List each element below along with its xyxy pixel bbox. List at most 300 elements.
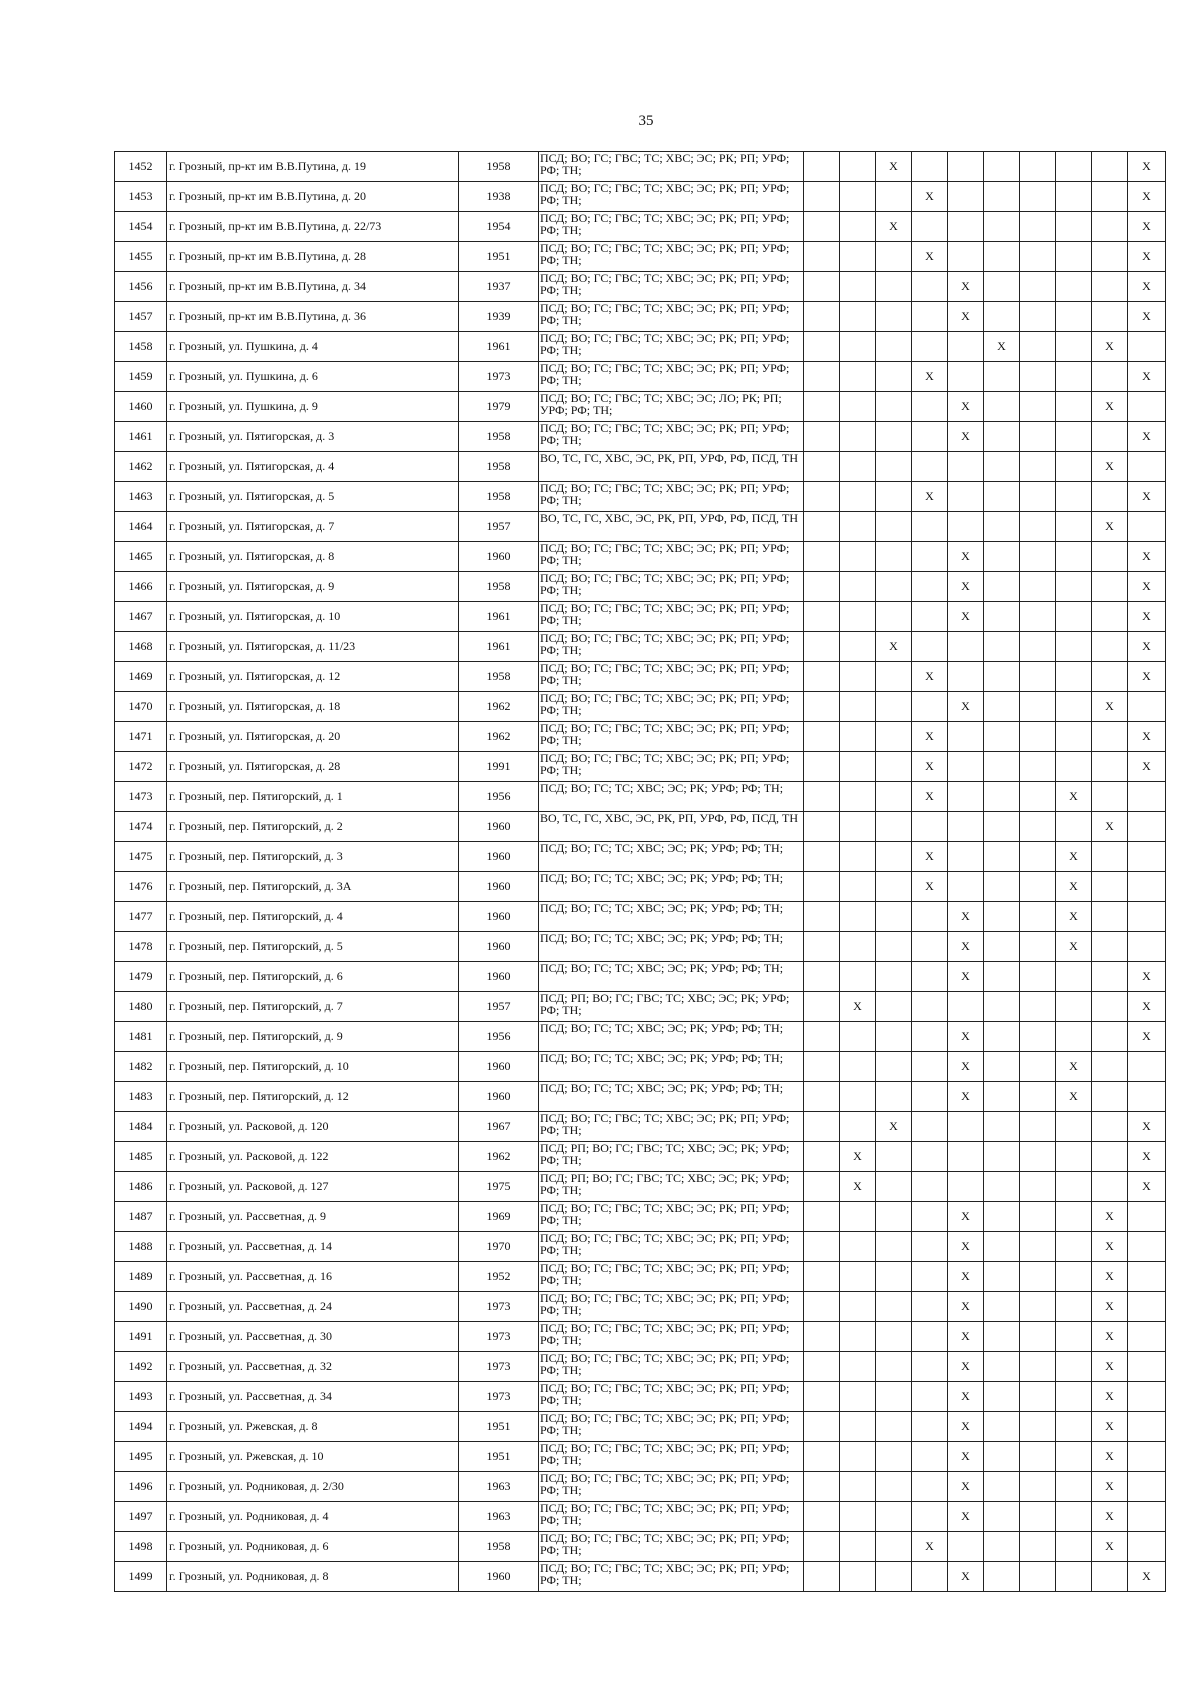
- work-type-cell-6: [984, 962, 1020, 992]
- services-cell: ПСД; ВО; ГС; ГВС; ТС; ХВС; ЭС; РК; РП; УРФ; РФ; ТН;: [539, 692, 804, 722]
- mark-x: Х: [1142, 249, 1151, 263]
- work-type-cell-7: [1020, 332, 1056, 362]
- mark-x: Х: [961, 1569, 970, 1583]
- work-type-cell-3: [876, 422, 912, 452]
- work-type-cell-3: [876, 512, 912, 542]
- work-type-cell-9: [1092, 152, 1128, 182]
- table-row: [115, 1082, 1166, 1112]
- row-number: 1470: [115, 692, 167, 722]
- services-cell: ПСД; ВО; ГС; ТС; ХВС; ЭС; РК; УРФ; РФ; ТН;: [539, 1082, 804, 1112]
- work-type-cell-2: [840, 1382, 876, 1412]
- row-number: 1481: [115, 1022, 167, 1052]
- table-row: [115, 1352, 1166, 1382]
- work-type-cell-6: [984, 1022, 1020, 1052]
- work-type-cell-5: [948, 452, 984, 482]
- work-type-cell-5: [948, 1352, 984, 1382]
- work-type-cell-5: [948, 1142, 984, 1172]
- work-type-cell-9: [1092, 602, 1128, 632]
- row-number: 1455: [115, 242, 167, 272]
- work-type-cell-6: [984, 1322, 1020, 1352]
- work-type-cell-8: [1056, 782, 1092, 812]
- services-cell: ПСД; РП; ВО; ГС; ГВС; ТС; ХВС; ЭС; РК; УРФ; РФ; ТН;: [539, 1142, 804, 1172]
- mark-x: Х: [925, 759, 934, 773]
- work-type-cell-6: [984, 212, 1020, 242]
- work-type-cell-6: [984, 1202, 1020, 1232]
- work-type-cell-1: [804, 602, 840, 632]
- work-type-cell-1: [804, 212, 840, 242]
- year-cell: 1973: [459, 1322, 539, 1352]
- work-type-cell-1: [804, 1352, 840, 1382]
- work-type-cell-5: [948, 572, 984, 602]
- work-type-cell-5: [948, 632, 984, 662]
- work-type-cell-10: [1128, 242, 1166, 272]
- row-number: 1485: [115, 1142, 167, 1172]
- work-type-cell-3: [876, 932, 912, 962]
- services-cell: ПСД; ВО; ГС; ГВС; ТС; ХВС; ЭС; РК; РП; УРФ; РФ; ТН;: [539, 1322, 804, 1352]
- work-type-cell-1: [804, 152, 840, 182]
- table-row: [115, 302, 1166, 332]
- services-cell: ПСД; ВО; ГС; ТС; ХВС; ЭС; РК; УРФ; РФ; ТН;: [539, 782, 804, 812]
- work-type-cell-8: [1056, 1382, 1092, 1412]
- address-cell: г. Грозный, ул. Пятигорская, д. 10: [167, 602, 459, 632]
- work-type-cell-7: [1020, 182, 1056, 212]
- work-type-cell-8: [1056, 1142, 1092, 1172]
- mark-x: Х: [925, 669, 934, 683]
- row-number: 1468: [115, 632, 167, 662]
- work-type-cell-6: [984, 152, 1020, 182]
- work-type-cell-3: [876, 242, 912, 272]
- mark-x: Х: [961, 429, 970, 443]
- row-number: 1454: [115, 212, 167, 242]
- work-type-cell-10: [1128, 902, 1166, 932]
- work-type-cell-8: [1056, 842, 1092, 872]
- table-row: [115, 452, 1166, 482]
- work-type-cell-1: [804, 1442, 840, 1472]
- work-type-cell-5: [948, 1172, 984, 1202]
- work-type-cell-1: [804, 812, 840, 842]
- work-type-cell-8: [1056, 1082, 1092, 1112]
- work-type-cell-9: [1092, 422, 1128, 452]
- work-type-cell-7: [1020, 572, 1056, 602]
- work-type-cell-5: [948, 1382, 984, 1412]
- work-type-cell-4: [912, 1052, 948, 1082]
- year-cell: 1963: [459, 1472, 539, 1502]
- address-cell: г. Грозный, пер. Пятигорский, д. 10: [167, 1052, 459, 1082]
- work-type-cell-1: [804, 542, 840, 572]
- address-cell: г. Грозный, ул. Рассветная, д. 14: [167, 1232, 459, 1262]
- work-type-cell-8: [1056, 182, 1092, 212]
- mark-x: Х: [1142, 579, 1151, 593]
- table-row: [115, 1022, 1166, 1052]
- work-type-cell-6: [984, 1142, 1020, 1172]
- services-cell: ПСД; ВО; ГС; ГВС; ТС; ХВС; ЭС; РК; РП; УРФ; РФ; ТН;: [539, 152, 804, 182]
- work-type-cell-4: [912, 182, 948, 212]
- work-type-cell-8: [1056, 212, 1092, 242]
- work-type-cell-6: [984, 422, 1020, 452]
- work-type-cell-7: [1020, 1292, 1056, 1322]
- work-type-cell-7: [1020, 872, 1056, 902]
- year-cell: 1962: [459, 1142, 539, 1172]
- row-number: 1474: [115, 812, 167, 842]
- work-type-cell-3: [876, 1322, 912, 1352]
- work-type-cell-3: [876, 1532, 912, 1562]
- work-type-cell-6: [984, 392, 1020, 422]
- table-row: [115, 1292, 1166, 1322]
- table-row: [115, 572, 1166, 602]
- work-type-cell-10: [1128, 752, 1166, 782]
- work-type-cell-8: [1056, 692, 1092, 722]
- mark-x: Х: [1142, 1179, 1151, 1193]
- work-type-cell-7: [1020, 632, 1056, 662]
- mark-x: Х: [1105, 1539, 1114, 1553]
- work-type-cell-10: [1128, 482, 1166, 512]
- address-cell: г. Грозный, пр-кт им В.В.Путина, д. 34: [167, 272, 459, 302]
- work-type-cell-9: [1092, 1112, 1128, 1142]
- mark-x: Х: [961, 1359, 970, 1373]
- work-type-cell-3: [876, 902, 912, 932]
- work-type-cell-1: [804, 572, 840, 602]
- work-type-cell-8: [1056, 602, 1092, 632]
- work-type-cell-5: [948, 962, 984, 992]
- work-type-cell-1: [804, 182, 840, 212]
- work-type-cell-7: [1020, 212, 1056, 242]
- work-type-cell-8: [1056, 362, 1092, 392]
- work-type-cell-9: [1092, 902, 1128, 932]
- work-type-cell-4: [912, 842, 948, 872]
- work-type-cell-4: [912, 872, 948, 902]
- mark-x: Х: [889, 219, 898, 233]
- work-type-cell-9: [1092, 542, 1128, 572]
- work-type-cell-2: [840, 1442, 876, 1472]
- work-type-cell-7: [1020, 392, 1056, 422]
- mark-x: Х: [1069, 789, 1078, 803]
- work-type-cell-3: [876, 782, 912, 812]
- work-type-cell-4: [912, 662, 948, 692]
- address-cell: г. Грозный, ул. Родниковая, д. 4: [167, 1502, 459, 1532]
- address-cell: г. Грозный, ул. Пятигорская, д. 3: [167, 422, 459, 452]
- work-type-cell-10: [1128, 1292, 1166, 1322]
- work-type-cell-1: [804, 632, 840, 662]
- work-type-cell-3: [876, 1262, 912, 1292]
- services-cell: ПСД; ВО; ГС; ТС; ХВС; ЭС; РК; УРФ; РФ; ТН;: [539, 842, 804, 872]
- work-type-cell-3: [876, 1292, 912, 1322]
- year-cell: 1960: [459, 842, 539, 872]
- row-number: 1491: [115, 1322, 167, 1352]
- work-type-cell-2: [840, 632, 876, 662]
- work-type-cell-2: [840, 362, 876, 392]
- work-type-cell-2: [840, 932, 876, 962]
- mark-x: Х: [925, 879, 934, 893]
- services-cell: ПСД; ВО; ГС; ГВС; ТС; ХВС; ЭС; РК; РП; УРФ; РФ; ТН;: [539, 272, 804, 302]
- work-type-cell-3: [876, 482, 912, 512]
- table-row: [115, 1562, 1166, 1592]
- work-type-cell-7: [1020, 1232, 1056, 1262]
- work-type-cell-4: [912, 1202, 948, 1232]
- services-cell: ВО, ТС, ГС, ХВС, ЭС, РК, РП, УРФ, РФ, ПСД, ТН: [539, 452, 804, 482]
- mark-x: Х: [1142, 219, 1151, 233]
- year-cell: 1960: [459, 542, 539, 572]
- address-cell: г. Грозный, пр-кт им В.В.Путина, д. 19: [167, 152, 459, 182]
- work-type-cell-6: [984, 1472, 1020, 1502]
- work-type-cell-4: [912, 722, 948, 752]
- work-type-cell-10: [1128, 1532, 1166, 1562]
- year-cell: 1960: [459, 962, 539, 992]
- work-type-cell-1: [804, 392, 840, 422]
- work-type-cell-1: [804, 722, 840, 752]
- work-type-cell-6: [984, 632, 1020, 662]
- work-type-cell-10: [1128, 1262, 1166, 1292]
- work-type-cell-5: [948, 392, 984, 422]
- table-row: [115, 1412, 1166, 1442]
- work-type-cell-2: [840, 1172, 876, 1202]
- work-type-cell-3: [876, 872, 912, 902]
- work-type-cell-4: [912, 482, 948, 512]
- work-type-cell-6: [984, 272, 1020, 302]
- address-cell: г. Грозный, ул. Родниковая, д. 2/30: [167, 1472, 459, 1502]
- services-cell: ПСД; ВО; ГС; ГВС; ТС; ХВС; ЭС; РК; РП; УРФ; РФ; ТН;: [539, 1442, 804, 1472]
- work-type-cell-6: [984, 812, 1020, 842]
- mark-x: Х: [1142, 1029, 1151, 1043]
- services-cell: ВО, ТС, ГС, ХВС, ЭС, РК, РП, УРФ, РФ, ПСД, ТН: [539, 812, 804, 842]
- work-type-cell-8: [1056, 1172, 1092, 1202]
- work-type-cell-6: [984, 1382, 1020, 1412]
- work-type-cell-2: [840, 182, 876, 212]
- work-type-cell-3: [876, 182, 912, 212]
- address-cell: г. Грозный, пр-кт им В.В.Путина, д. 36: [167, 302, 459, 332]
- table-row: [115, 1202, 1166, 1232]
- work-type-cell-6: [984, 1562, 1020, 1592]
- mark-x: Х: [1142, 1149, 1151, 1163]
- services-cell: ПСД; ВО; ГС; ГВС; ТС; ХВС; ЭС; РК; РП; УРФ; РФ; ТН;: [539, 632, 804, 662]
- work-type-cell-9: [1092, 1292, 1128, 1322]
- address-cell: г. Грозный, ул. Родниковая, д. 8: [167, 1562, 459, 1592]
- work-type-cell-9: [1092, 392, 1128, 422]
- work-type-cell-5: [948, 212, 984, 242]
- row-number: 1479: [115, 962, 167, 992]
- row-number: 1499: [115, 1562, 167, 1592]
- work-type-cell-3: [876, 1352, 912, 1382]
- work-type-cell-7: [1020, 1532, 1056, 1562]
- work-type-cell-1: [804, 512, 840, 542]
- work-type-cell-6: [984, 602, 1020, 632]
- work-type-cell-8: [1056, 1202, 1092, 1232]
- work-type-cell-10: [1128, 842, 1166, 872]
- year-cell: 1970: [459, 1232, 539, 1262]
- work-type-cell-4: [912, 332, 948, 362]
- work-type-cell-6: [984, 662, 1020, 692]
- work-type-cell-9: [1092, 1142, 1128, 1172]
- row-number: 1478: [115, 932, 167, 962]
- work-type-cell-8: [1056, 242, 1092, 272]
- mark-x: Х: [1105, 399, 1114, 413]
- mark-x: Х: [925, 849, 934, 863]
- services-cell: ПСД; ВО; ГС; ГВС; ТС; ХВС; ЭС; РК; РП; УРФ; РФ; ТН;: [539, 1562, 804, 1592]
- mark-x: Х: [1069, 879, 1078, 893]
- work-type-cell-3: [876, 1172, 912, 1202]
- table-row: [115, 1262, 1166, 1292]
- year-cell: 1958: [459, 482, 539, 512]
- mark-x: Х: [961, 1299, 970, 1313]
- work-type-cell-10: [1128, 1382, 1166, 1412]
- address-cell: г. Грозный, пер. Пятигорский, д. 4: [167, 902, 459, 932]
- row-number: 1464: [115, 512, 167, 542]
- services-cell: ПСД; ВО; ГС; ГВС; ТС; ХВС; ЭС; РК; РП; УРФ; РФ; ТН;: [539, 1412, 804, 1442]
- year-cell: 1951: [459, 242, 539, 272]
- row-number: 1497: [115, 1502, 167, 1532]
- work-type-cell-7: [1020, 1472, 1056, 1502]
- table-row: [115, 1322, 1166, 1352]
- mark-x: Х: [1069, 1059, 1078, 1073]
- address-cell: г. Грозный, ул. Ржевская, д. 8: [167, 1412, 459, 1442]
- work-type-cell-6: [984, 302, 1020, 332]
- work-type-cell-6: [984, 1082, 1020, 1112]
- work-type-cell-1: [804, 1022, 840, 1052]
- work-type-cell-9: [1092, 1322, 1128, 1352]
- work-type-cell-7: [1020, 512, 1056, 542]
- work-type-cell-1: [804, 452, 840, 482]
- work-type-cell-4: [912, 932, 948, 962]
- mark-x: Х: [1142, 189, 1151, 203]
- work-type-cell-9: [1092, 782, 1128, 812]
- work-type-cell-5: [948, 272, 984, 302]
- row-number: 1456: [115, 272, 167, 302]
- work-type-cell-9: [1092, 1502, 1128, 1532]
- housing-registry-table: [114, 151, 1166, 1592]
- mark-x: Х: [961, 1209, 970, 1223]
- services-cell: ПСД; ВО; ГС; ТС; ХВС; ЭС; РК; УРФ; РФ; ТН;: [539, 932, 804, 962]
- mark-x: Х: [961, 1329, 970, 1343]
- address-cell: г. Грозный, ул. Пушкина, д. 6: [167, 362, 459, 392]
- mark-x: Х: [925, 369, 934, 383]
- work-type-cell-2: [840, 662, 876, 692]
- year-cell: 1958: [459, 422, 539, 452]
- address-cell: г. Грозный, ул. Ржевская, д. 10: [167, 1442, 459, 1472]
- work-type-cell-2: [840, 542, 876, 572]
- mark-x: Х: [961, 549, 970, 563]
- year-cell: 1958: [459, 152, 539, 182]
- services-cell: ПСД; ВО; ГС; ГВС; ТС; ХВС; ЭС; РК; РП; УРФ; РФ; ТН;: [539, 1382, 804, 1412]
- row-number: 1477: [115, 902, 167, 932]
- work-type-cell-9: [1092, 1352, 1128, 1382]
- row-number: 1475: [115, 842, 167, 872]
- work-type-cell-3: [876, 332, 912, 362]
- mark-x: Х: [1105, 1269, 1114, 1283]
- row-number: 1480: [115, 992, 167, 1022]
- work-type-cell-8: [1056, 1232, 1092, 1262]
- work-type-cell-10: [1128, 1022, 1166, 1052]
- mark-x: Х: [925, 249, 934, 263]
- work-type-cell-8: [1056, 1412, 1092, 1442]
- work-type-cell-6: [984, 482, 1020, 512]
- row-number: 1482: [115, 1052, 167, 1082]
- year-cell: 1958: [459, 1532, 539, 1562]
- work-type-cell-4: [912, 1532, 948, 1562]
- work-type-cell-3: [876, 1112, 912, 1142]
- work-type-cell-9: [1092, 332, 1128, 362]
- work-type-cell-3: [876, 1052, 912, 1082]
- services-cell: ПСД; РП; ВО; ГС; ГВС; ТС; ХВС; ЭС; РК; УРФ; РФ; ТН;: [539, 1172, 804, 1202]
- mark-x: Х: [1105, 1299, 1114, 1313]
- work-type-cell-2: [840, 1562, 876, 1592]
- year-cell: 1951: [459, 1442, 539, 1472]
- mark-x: Х: [961, 1029, 970, 1043]
- mark-x: Х: [1105, 1449, 1114, 1463]
- table-row: [115, 482, 1166, 512]
- services-cell: ПСД; ВО; ГС; ГВС; ТС; ХВС; ЭС; РК; РП; УРФ; РФ; ТН;: [539, 242, 804, 272]
- work-type-cell-5: [948, 662, 984, 692]
- work-type-cell-4: [912, 962, 948, 992]
- year-cell: 1960: [459, 872, 539, 902]
- work-type-cell-6: [984, 332, 1020, 362]
- address-cell: г. Грозный, ул. Пятигорская, д. 5: [167, 482, 459, 512]
- work-type-cell-4: [912, 542, 948, 572]
- services-cell: ПСД; ВО; ГС; ГВС; ТС; ХВС; ЭС; РК; РП; УРФ; РФ; ТН;: [539, 302, 804, 332]
- mark-x: Х: [1105, 1419, 1114, 1433]
- work-type-cell-7: [1020, 362, 1056, 392]
- work-type-cell-10: [1128, 962, 1166, 992]
- table-row: [115, 1442, 1166, 1472]
- work-type-cell-5: [948, 1022, 984, 1052]
- work-type-cell-9: [1092, 272, 1128, 302]
- work-type-cell-9: [1092, 1472, 1128, 1502]
- mark-x: Х: [1105, 339, 1114, 353]
- work-type-cell-5: [948, 1322, 984, 1352]
- work-type-cell-2: [840, 1142, 876, 1172]
- work-type-cell-8: [1056, 1502, 1092, 1532]
- work-type-cell-2: [840, 392, 876, 422]
- work-type-cell-8: [1056, 512, 1092, 542]
- work-type-cell-8: [1056, 1262, 1092, 1292]
- address-cell: г. Грозный, пер. Пятигорский, д. 5: [167, 932, 459, 962]
- mark-x: Х: [925, 789, 934, 803]
- address-cell: г. Грозный, ул. Расковой, д. 120: [167, 1112, 459, 1142]
- work-type-cell-2: [840, 692, 876, 722]
- work-type-cell-7: [1020, 962, 1056, 992]
- work-type-cell-5: [948, 812, 984, 842]
- work-type-cell-5: [948, 1232, 984, 1262]
- work-type-cell-7: [1020, 452, 1056, 482]
- work-type-cell-2: [840, 1232, 876, 1262]
- work-type-cell-7: [1020, 812, 1056, 842]
- work-type-cell-6: [984, 932, 1020, 962]
- mark-x: Х: [961, 969, 970, 983]
- mark-x: Х: [961, 309, 970, 323]
- work-type-cell-6: [984, 782, 1020, 812]
- mark-x: Х: [1105, 519, 1114, 533]
- work-type-cell-6: [984, 1442, 1020, 1472]
- work-type-cell-1: [804, 782, 840, 812]
- work-type-cell-5: [948, 302, 984, 332]
- work-type-cell-8: [1056, 992, 1092, 1022]
- mark-x: Х: [1069, 849, 1078, 863]
- work-type-cell-8: [1056, 1022, 1092, 1052]
- row-number: 1498: [115, 1532, 167, 1562]
- work-type-cell-4: [912, 1112, 948, 1142]
- work-type-cell-6: [984, 752, 1020, 782]
- work-type-cell-4: [912, 1172, 948, 1202]
- mark-x: Х: [1142, 159, 1151, 173]
- work-type-cell-2: [840, 1022, 876, 1052]
- mark-x: Х: [925, 489, 934, 503]
- year-cell: 1960: [459, 1562, 539, 1592]
- work-type-cell-10: [1128, 152, 1166, 182]
- work-type-cell-10: [1128, 692, 1166, 722]
- work-type-cell-1: [804, 1082, 840, 1112]
- work-type-cell-9: [1092, 302, 1128, 332]
- work-type-cell-8: [1056, 302, 1092, 332]
- services-cell: ПСД; ВО; ГС; ГВС; ТС; ХВС; ЭС; РК; РП; УРФ; РФ; ТН;: [539, 362, 804, 392]
- work-type-cell-4: [912, 902, 948, 932]
